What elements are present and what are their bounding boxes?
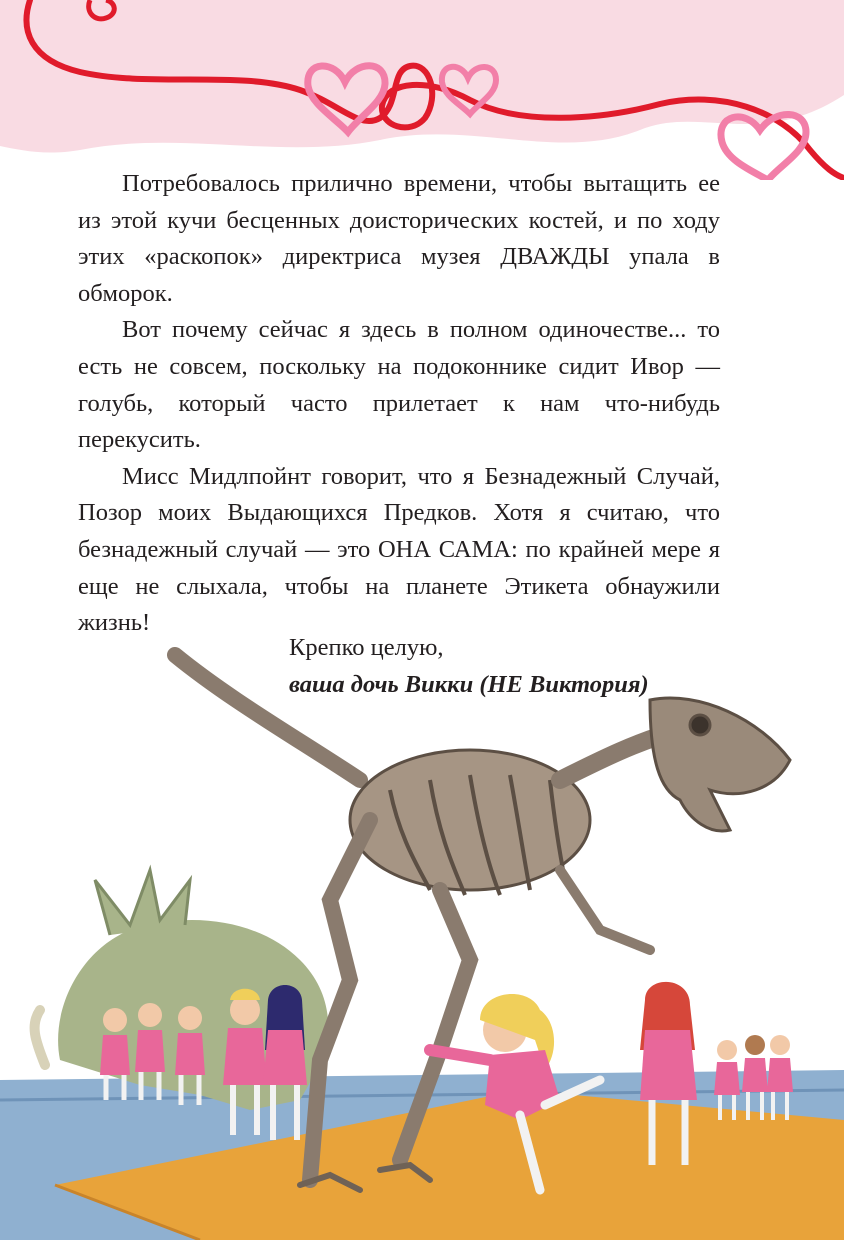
signature-closing: Крепко целую, bbox=[289, 634, 444, 661]
heart-icon bbox=[721, 114, 806, 180]
skeleton-skull bbox=[650, 698, 790, 831]
paragraph: Вот почему сейчас я здесь в полном одиночестве... то есть не совсем, поскольку на подоконнике сидит Ивор — голубь, который часто прилетает к нам что-нибудь перекусить. bbox=[78, 316, 720, 454]
paragraph: Потребовалось прилично времени, чтобы вытащить ее из этой кучи бесценных доисторических костей, и по ходу этих «раскопок» директриса музея ДВАЖДЫ упала в обморок. bbox=[78, 170, 720, 307]
illustration bbox=[0, 640, 844, 1240]
skeleton-eye-socket bbox=[690, 715, 710, 735]
skeleton-tail bbox=[175, 655, 360, 780]
signature-name: ваша дочь Викки (НЕ Виктория) bbox=[289, 670, 649, 698]
body-text bbox=[78, 166, 720, 642]
skeleton-arm bbox=[560, 870, 650, 950]
paragraph: Мисс Мидлпойнт говорит, что я Безнадежный Случай, Позор моих Выдающихся Предков. Хотя я считаю, что безнадежный случай — это ОНА САМА: по крайней мере я еще не слыхала, чтобы на планете Этикета обнаужили жизнь! bbox=[78, 462, 720, 637]
header-decoration bbox=[0, 0, 844, 180]
